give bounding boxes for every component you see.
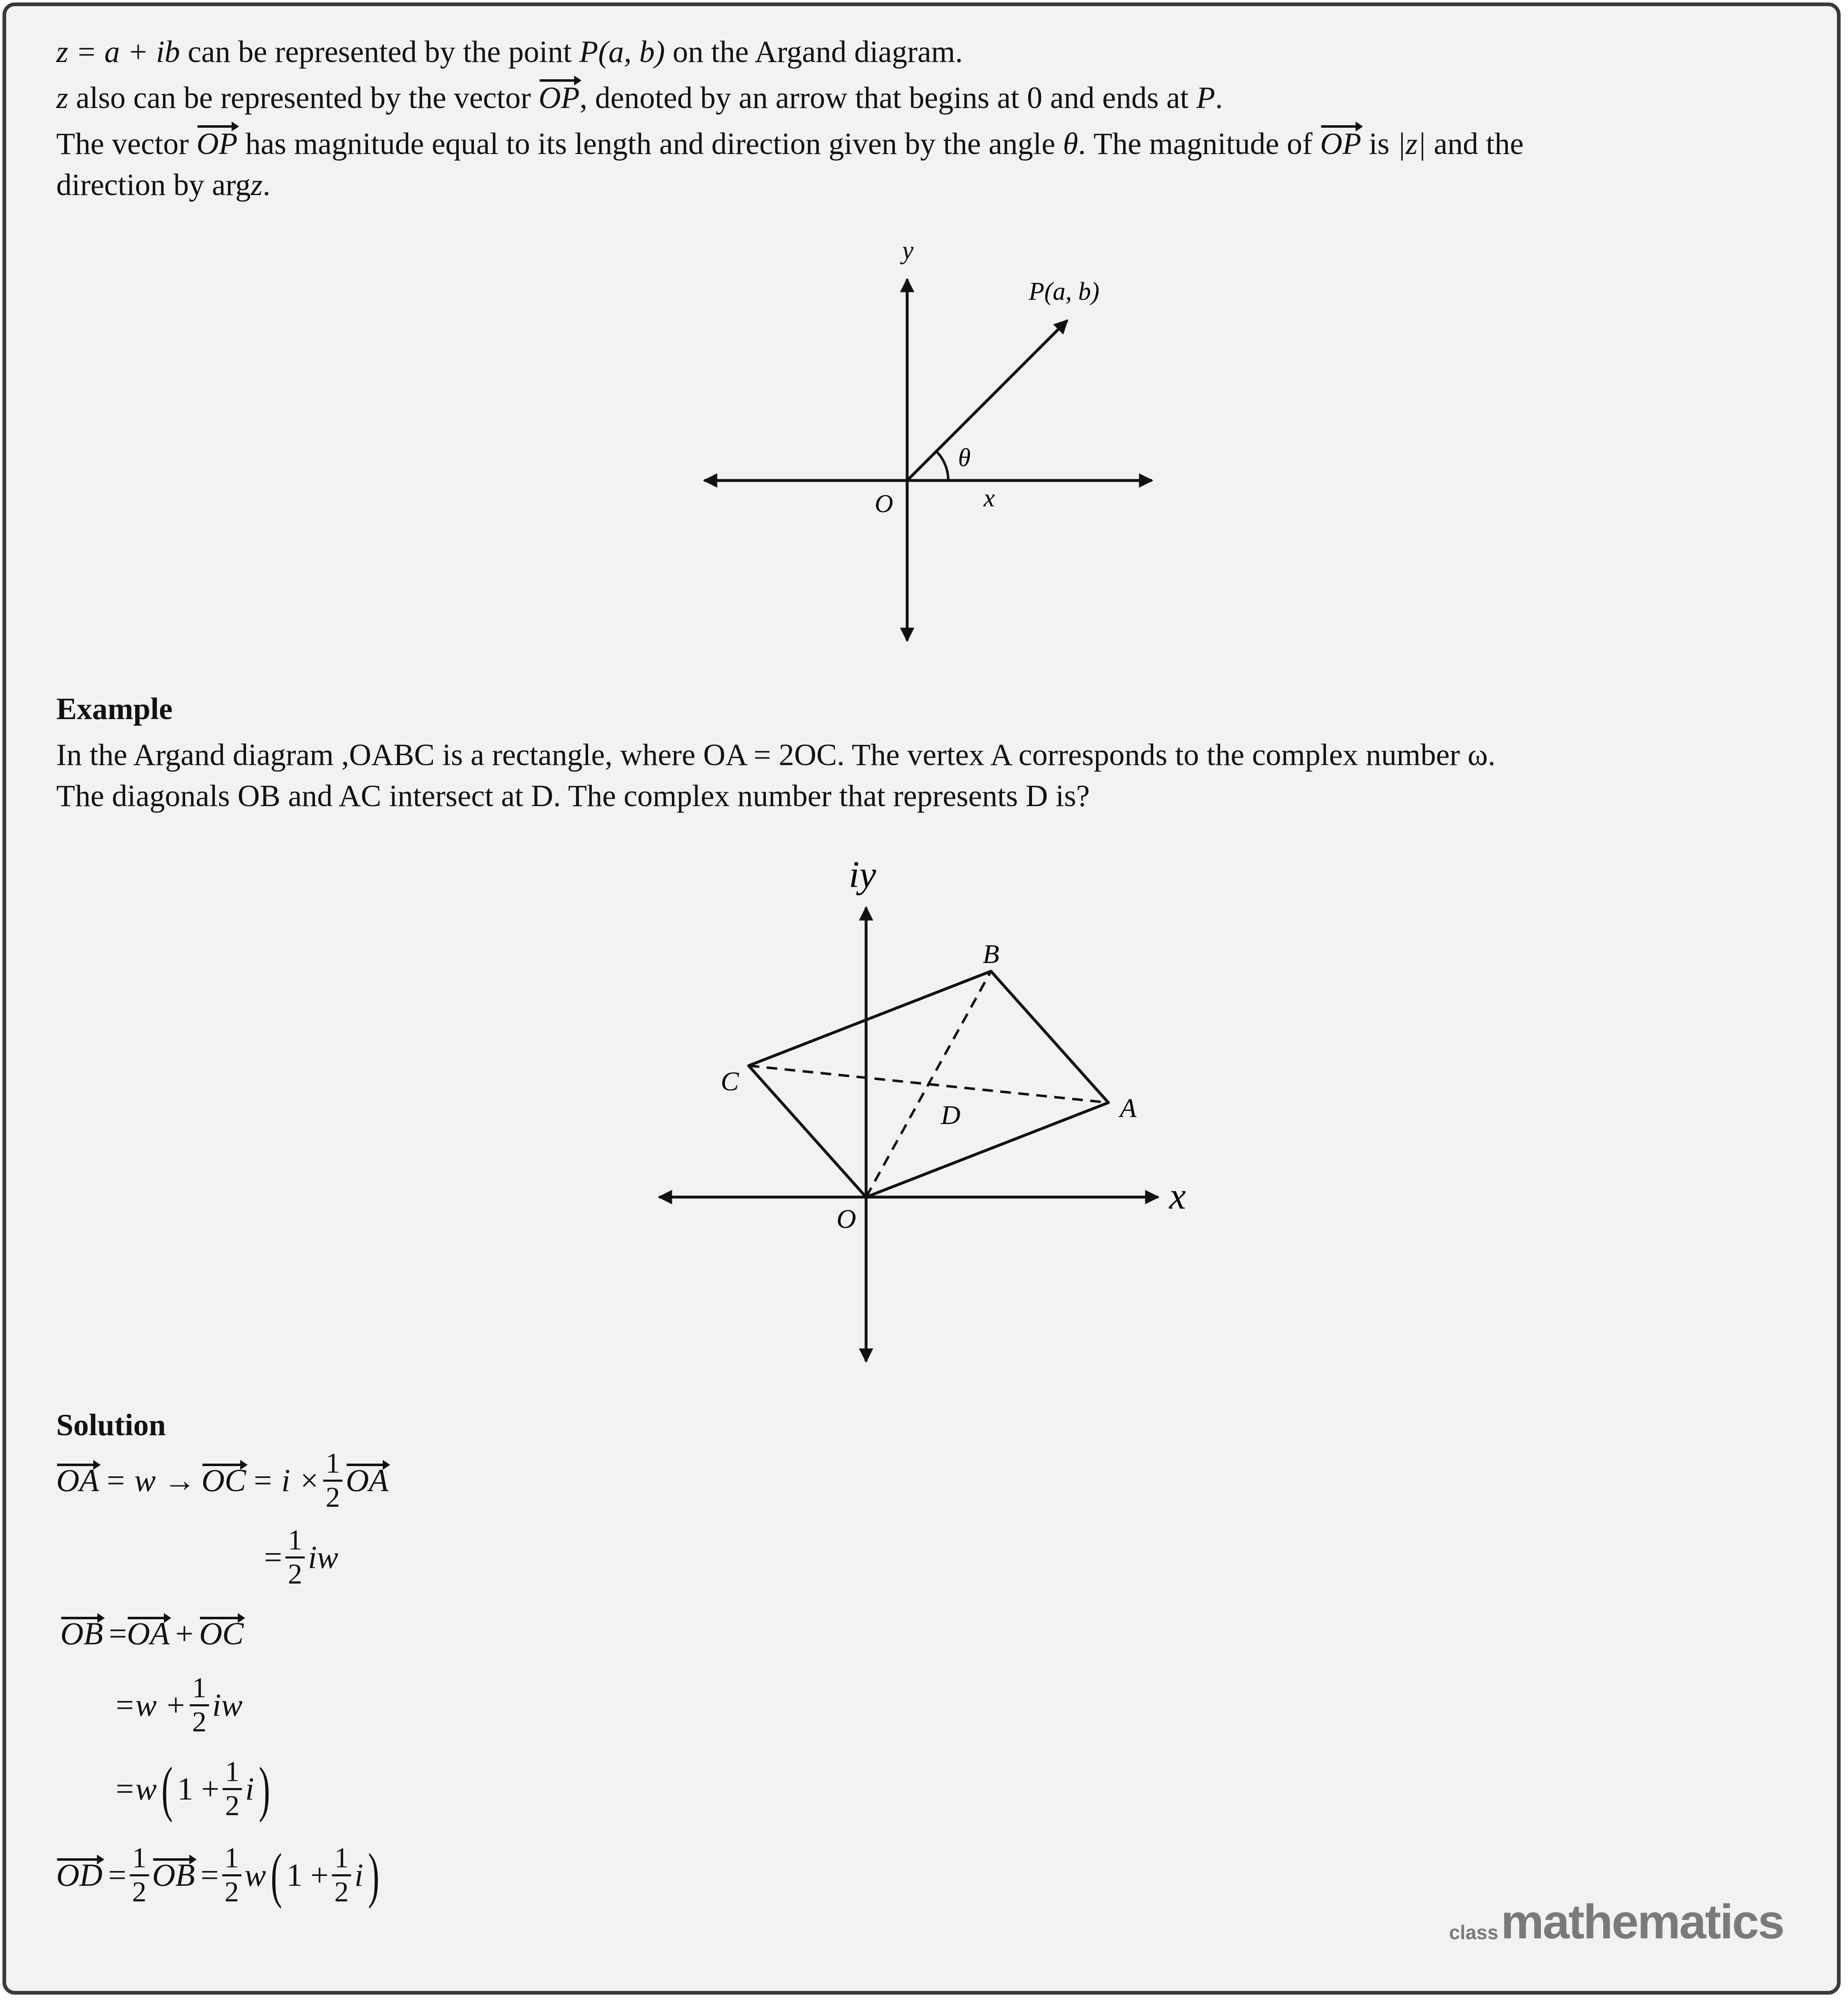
label-b: B — [983, 939, 1000, 969]
example-question-line-1: In the Argand diagram ,OABC is a rectangle, where OA = 2OC. The vertex A corresponds to the complex number ω. — [56, 738, 1496, 772]
right-paren: ) — [368, 1841, 379, 1909]
right-paren: ) — [259, 1755, 270, 1823]
step-text: = — [108, 1616, 127, 1651]
fraction-half — [222, 1844, 241, 1907]
argand-diagrams — [6, 6, 1844, 1998]
fraction-half — [130, 1844, 149, 1907]
symbol-z: z — [251, 168, 263, 202]
vector-od: OD — [56, 1857, 103, 1893]
vector-oc: OC — [201, 1462, 246, 1498]
label-origin: O — [875, 490, 893, 518]
step-text: = — [264, 1539, 282, 1575]
argand-diagram-1 — [704, 237, 1152, 641]
denominator: 2 — [224, 1876, 239, 1908]
numerator: 1 — [332, 1844, 351, 1876]
intro-text: can be represented by the point — [180, 35, 579, 69]
solution-step-2 — [264, 1522, 338, 1592]
step-text: = i × — [252, 1462, 320, 1498]
vector-oa: OA — [56, 1462, 99, 1498]
step-text: + — [175, 1616, 193, 1651]
example-heading: Example — [56, 692, 173, 726]
equation-z: z = a + ib — [56, 35, 180, 69]
intro-text: has magnitude equal to its length and direction given by the angle — [237, 127, 1063, 161]
label-c: C — [721, 1067, 739, 1096]
step-text: i — [354, 1857, 363, 1893]
intro-text: , denoted by an arrow that begins at 0 and ends at — [579, 81, 1197, 115]
solution-step-6 — [56, 1840, 384, 1910]
symbol-p: P — [1196, 81, 1215, 115]
step-text: =w — [114, 1771, 157, 1807]
step-text: 1 + — [286, 1857, 329, 1893]
step-text: = — [200, 1857, 219, 1893]
vector-op: OP — [197, 124, 238, 165]
logo-small-text: class — [1449, 1922, 1499, 1944]
fraction-half — [323, 1449, 342, 1512]
argand-diagram-2 — [659, 853, 1186, 1361]
left-paren: ( — [161, 1755, 173, 1823]
fraction-half — [223, 1758, 242, 1820]
intro-text: direction by arg — [56, 168, 251, 202]
numerator: 1 — [285, 1526, 305, 1558]
vector-oa: OA — [126, 1616, 170, 1651]
denominator: 2 — [192, 1706, 207, 1738]
vector-op: OP — [1320, 124, 1361, 165]
label-x: x — [984, 484, 995, 512]
vector-ob: OB — [152, 1857, 195, 1893]
numerator: 1 — [323, 1449, 342, 1482]
intro-text: and the — [1426, 127, 1524, 161]
denominator: 2 — [225, 1790, 240, 1822]
step-text: i — [245, 1771, 254, 1807]
intro-text: . — [1215, 81, 1223, 115]
step-text: =w + — [114, 1687, 186, 1723]
label-point-p: P(a, b) — [1029, 278, 1100, 306]
solution-heading: Solution — [56, 1408, 166, 1442]
diagonal-ac — [749, 1066, 1108, 1103]
classmathematics-logo — [1449, 1894, 1784, 1950]
step-text: = — [108, 1857, 126, 1893]
denominator: 2 — [132, 1876, 147, 1908]
solution-step-1 — [56, 1446, 388, 1515]
denominator: 2 — [325, 1481, 340, 1513]
label-origin: O — [837, 1204, 856, 1234]
fraction-half — [332, 1844, 351, 1907]
numerator: 1 — [130, 1844, 149, 1876]
denominator: 2 — [334, 1876, 349, 1908]
label-y: y — [902, 237, 914, 264]
step-text: iw — [308, 1539, 338, 1575]
modulus-z: |z| — [1397, 127, 1426, 161]
content-card — [2, 2, 1841, 1995]
denominator: 2 — [288, 1558, 302, 1590]
symbol-theta: θ — [1063, 127, 1078, 161]
intro-text: also can be represented by the vector — [68, 81, 539, 115]
solution-step-5 — [114, 1754, 275, 1824]
angle-arc — [936, 451, 948, 480]
intro-text: on the Argand diagram. — [665, 35, 963, 69]
fraction-half — [190, 1674, 209, 1737]
intro-text: . — [262, 168, 271, 202]
example-question-line-2: The diagonals OB and AC intersect at D. The complex number that represents D is? — [56, 779, 1090, 813]
fraction-half — [285, 1526, 305, 1589]
numerator: 1 — [190, 1674, 209, 1706]
vector-oc: OC — [199, 1616, 244, 1651]
left-paren: ( — [270, 1841, 282, 1909]
intro-text: is — [1361, 127, 1397, 161]
point-p: P(a, b) — [579, 35, 665, 69]
step-text: w — [244, 1857, 266, 1893]
vector-ob: OB — [60, 1616, 103, 1651]
numerator: 1 — [223, 1758, 242, 1790]
solution-step-4 — [114, 1670, 243, 1740]
step-text: iw — [212, 1687, 243, 1723]
vector-op-arrow — [907, 320, 1067, 480]
step-text: 1 + — [177, 1771, 220, 1807]
logo-big-text: mathematics — [1501, 1895, 1784, 1949]
vector-oa: OA — [345, 1462, 388, 1498]
label-x: x — [1169, 1175, 1186, 1217]
label-iy: iy — [849, 853, 876, 895]
intro-text: . The magnitude of — [1078, 127, 1320, 161]
label-theta: θ — [958, 444, 971, 472]
vector-op: OP — [539, 78, 580, 119]
label-d: D — [941, 1100, 961, 1130]
solution-step-3 — [60, 1607, 244, 1660]
step-text: = w → — [104, 1462, 196, 1498]
numerator: 1 — [222, 1844, 241, 1876]
symbol-z: z — [56, 81, 69, 115]
intro-text: The vector — [56, 127, 197, 161]
label-a: A — [1120, 1093, 1137, 1123]
